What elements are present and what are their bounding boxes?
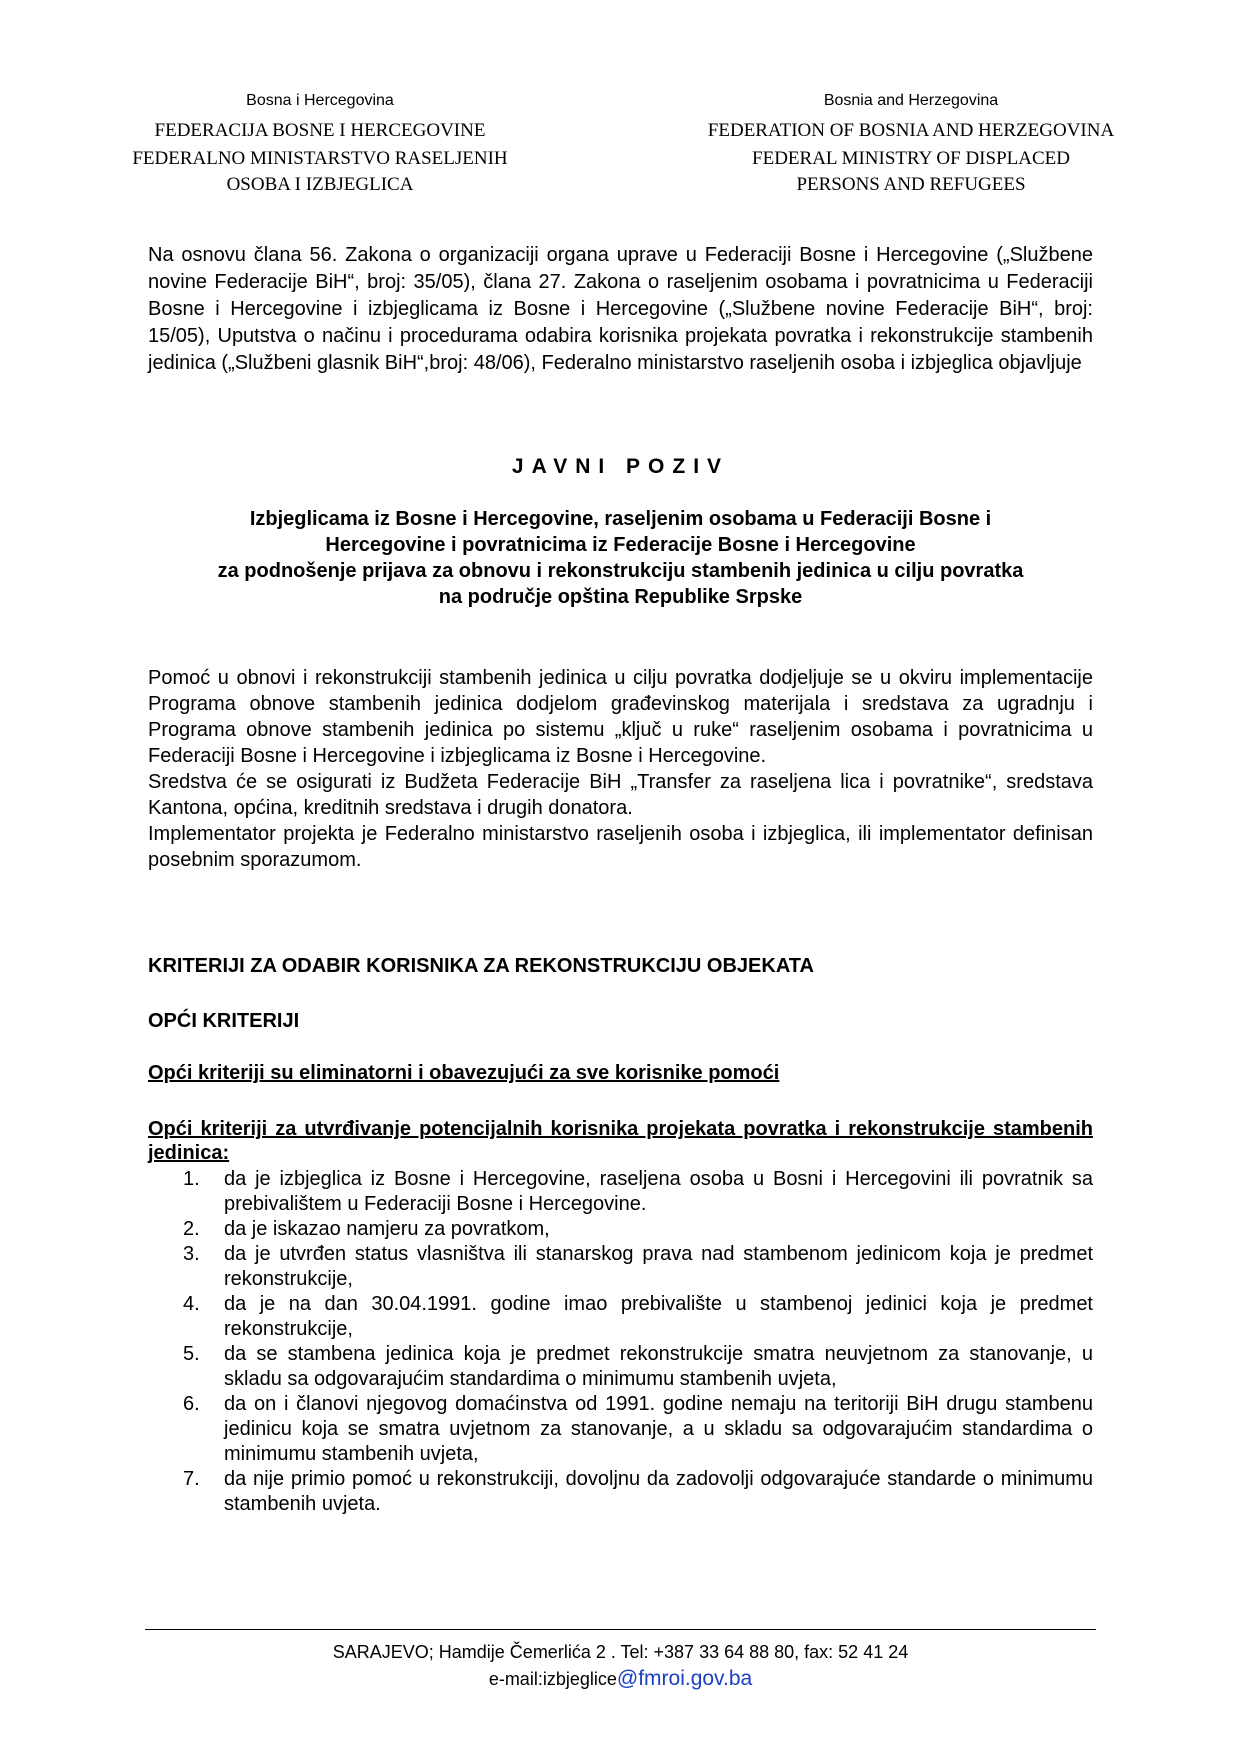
header-left-ministry-line2: OSOBA I IZBJEGLICA bbox=[226, 174, 414, 195]
list-item-text: da nije primio pomoć u rekonstrukciji, dovoljnu da zadovolji odgovarajuće standarde o minimumu stambenih uvjeta. bbox=[224, 1468, 1093, 1515]
list-item-number: 3. bbox=[183, 1243, 200, 1265]
list-item-number: 6. bbox=[183, 1393, 200, 1415]
subtitle-line-3: za podnošenje prijava za obnovu i rekonstrukciju stambenih jedinica u cilju povratka bbox=[217, 560, 1024, 582]
criteria-heading: KRITERIJI ZA ODABIR KORISNIKA ZA REKONSTRUKCIJU OBJEKATA bbox=[148, 955, 814, 977]
list-item-text: da je izbjeglica iz Bosne i Hercegovine, raseljena osoba u Bosni i Hercegovini ili povratnik sa prebivalištem u Federaciji Bosne i Hercegovine. bbox=[224, 1168, 1093, 1215]
subtitle-line-2: Hercegovine i povratnicima iz Federacije Bosne i Hercegovine bbox=[325, 534, 916, 556]
general-criteria-heading: OPĆI KRITERIJI bbox=[148, 1010, 300, 1032]
footer-email-domain-link[interactable]: @fmroi.gov.ba bbox=[616, 1667, 753, 1690]
criteria-list bbox=[148, 1167, 1093, 1517]
aid-paragraph-1: Pomoć u obnovi i rekonstrukciji stambenih jedinica u cilju povratka dodjeljuje se u okviru implementacije Programa obnove stambenih jedinica dodjelom građevinskog materijala i sredstava za ugradnju i Programa obnove stambenih jedinica po sistemu „ključ u ruke“ raseljenim osobama i povratnicima u Federaciji Bosne i Hercegovine i izbjeglicama iz Bosne i Hercegovine. bbox=[148, 667, 1093, 767]
footer-email-prefix: e-mail:izbjeglice bbox=[488, 1669, 617, 1689]
aid-paragraph-3: Implementator projekta je Federalno ministarstvo raseljenih osoba i izbjeglica, ili implementator definisan posebnim sporazumom. bbox=[148, 823, 1093, 871]
list-item bbox=[148, 1467, 1093, 1517]
criteria-list-heading: Opći kriteriji za utvrđivanje potencijalnih korisnika projekata povratka i rekonstrukcije stambenih jedinica: bbox=[148, 1118, 1093, 1164]
list-item bbox=[148, 1217, 1093, 1242]
footer-address: SARAJEVO; Hamdije Čemerlića 2 . Tel: +387 33 64 88 80, fax: 52 41 24 bbox=[332, 1642, 909, 1662]
document-subtitle bbox=[148, 506, 1093, 610]
list-item-text: da se stambena jedinica koja je predmet rekonstrukcije smatra neuvjetnom za stanovanje, u skladu sa odgovarajućim standardima o minimumu stambenih uvjeta, bbox=[224, 1343, 1093, 1390]
document-title: JAVNI POZIV bbox=[511, 455, 730, 478]
list-item-text: da on i članovi njegovog domaćinstva od 1991. godine nemaju na teritoriji BiH drugu stambenu jedinicu koja se smatra uvjetnom za stanovanje, a u skladu sa odgovarajućim standardima o minimumu stambenih uvjeta, bbox=[224, 1393, 1093, 1465]
header-right-federation: FEDERATION OF BOSNIA AND HERZEGOVINA bbox=[707, 120, 1115, 141]
header-right-ministry-line1: FEDERAL MINISTRY OF DISPLACED bbox=[752, 148, 1070, 169]
list-item bbox=[148, 1167, 1093, 1217]
list-item-number: 7. bbox=[183, 1468, 200, 1490]
header-left-ministry-line1: FEDERALNO MINISTARSTVO RASELJENIH bbox=[132, 148, 508, 169]
list-item-text: da je iskazao namjeru za povratkom, bbox=[224, 1218, 550, 1240]
header-right-country: Bosnia and Herzegovina bbox=[823, 92, 999, 109]
footer-divider bbox=[145, 1629, 1096, 1630]
subtitle-line-4: na područje opština Republike Srpske bbox=[438, 586, 803, 608]
aid-paragraph-2: Sredstva će se osigurati iz Budžeta Federacije BiH „Transfer za raseljena lica i povratnike“, sredstava Kantona, općina, kreditnih sredstava i drugih donatora. bbox=[148, 771, 1093, 819]
list-item bbox=[148, 1342, 1093, 1392]
header-right bbox=[671, 90, 1151, 198]
list-item bbox=[148, 1292, 1093, 1342]
footer-email bbox=[148, 1666, 1093, 1692]
intro-paragraph: Na osnovu člana 56. Zakona o organizaciji organa uprave u Federaciji Bosne i Hercegovine („Službene novine Federacije BiH“, broj: 35/05), člana 27. Zakona o raseljenim osobama i povratnicima u Federaciji Bosne i Hercegovine i izbjeglicama iz Bosne i Hercegovine („Službene novine Federacije BiH“, broj: 15/05), Uputstva o načinu i procedurama odabira korisnika projekata povratka i rekonstrukcije stambenih jedinica („Službeni glasnik BiH“,broj: 48/06), Federalno ministarstvo raseljenih osoba i izbjeglica objavljuje bbox=[148, 244, 1093, 374]
header-left bbox=[80, 90, 560, 198]
aid-section bbox=[148, 665, 1093, 873]
list-item-number: 5. bbox=[183, 1343, 200, 1365]
list-item-number: 4. bbox=[183, 1293, 200, 1315]
subtitle-line-1: Izbjeglicama iz Bosne i Hercegovine, raseljenim osobama u Federaciji Bosne i bbox=[249, 508, 992, 530]
header-left-federation: FEDERACIJA BOSNE I HERCEGOVINE bbox=[154, 120, 486, 141]
header-left-country: Bosna i Hercegovina bbox=[246, 92, 394, 109]
list-item-number: 2. bbox=[183, 1218, 200, 1240]
list-item-text: da je na dan 30.04.1991. godine imao prebivalište u stambenoj jedinici koja je predmet rekonstrukcije, bbox=[224, 1293, 1093, 1340]
list-item-text: da je utvrđen status vlasništva ili stanarskog prava nad stambenom jedinicom koja je predmet rekonstrukcije, bbox=[224, 1243, 1093, 1290]
list-item bbox=[148, 1242, 1093, 1292]
list-item-number: 1. bbox=[183, 1168, 200, 1190]
list-item bbox=[148, 1392, 1093, 1467]
eliminatory-note: Opći kriteriji su eliminatorni i obavezujući za sve korisnike pomoći bbox=[148, 1062, 780, 1084]
header-right-ministry-line2: PERSONS AND REFUGEES bbox=[796, 174, 1026, 195]
